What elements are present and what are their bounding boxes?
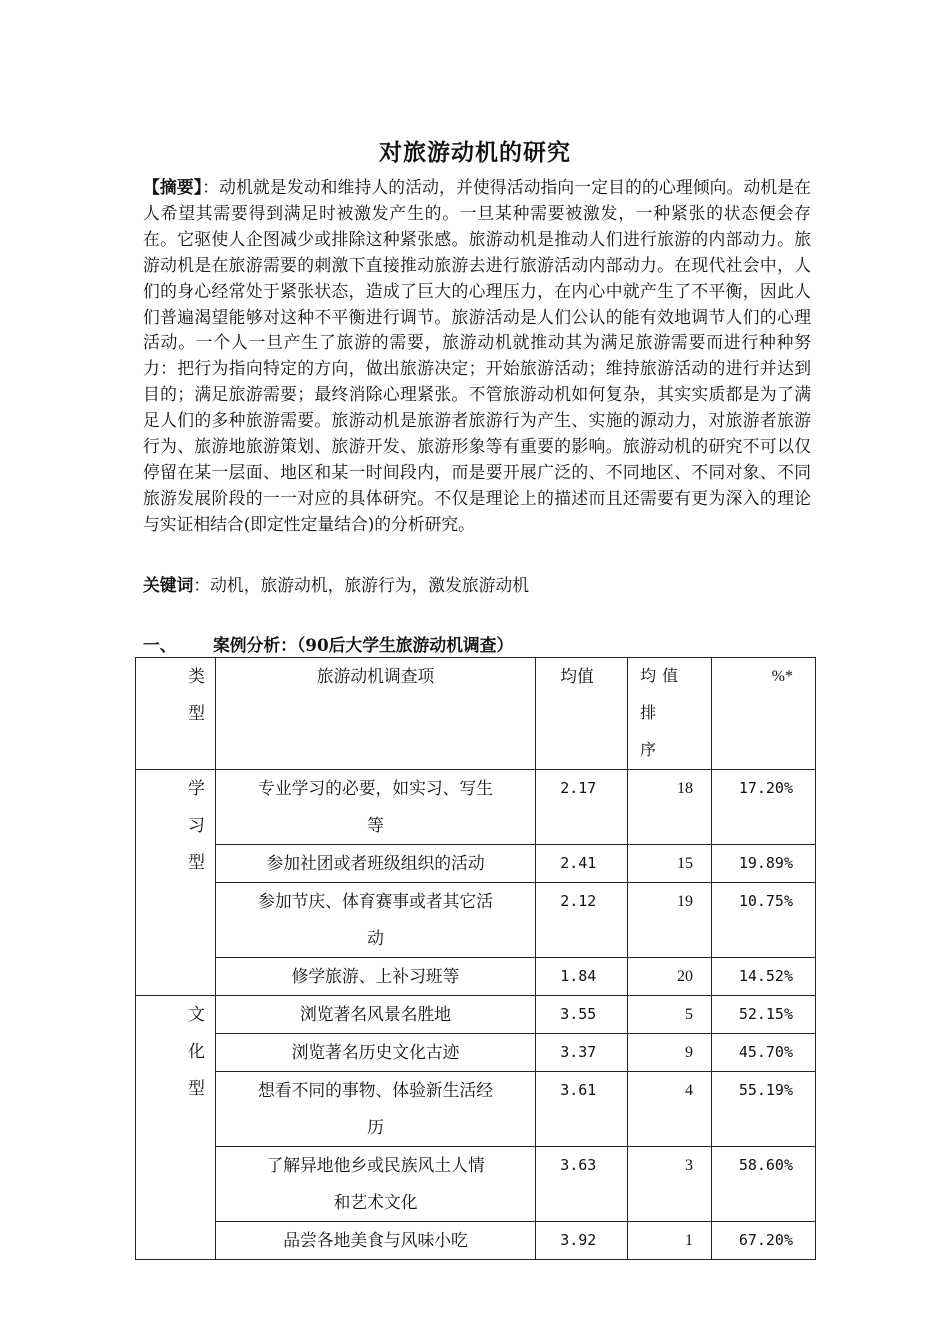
section-heading xyxy=(143,632,513,656)
pct-cell: 58.60% xyxy=(712,1147,816,1222)
header-rank xyxy=(628,658,712,770)
rank-cell: 18 xyxy=(628,770,712,845)
header-item: 旅游动机调查项 xyxy=(215,658,535,770)
header-rank-line: 均值排 xyxy=(640,668,685,722)
item-line: 修学旅游、上补习班等 xyxy=(291,966,460,986)
pct-cell: 45.70% xyxy=(712,1034,816,1072)
item-line: 参加节庆、体育赛事或者其它活 xyxy=(258,891,493,911)
rank-cell: 3 xyxy=(628,1147,712,1222)
rank-cell: 5 xyxy=(628,996,712,1034)
table-row xyxy=(136,996,816,1034)
keywords-text: ：动机，旅游动机，旅游行为，激发旅游动机 xyxy=(193,575,529,595)
abstract-label: 【摘要】 xyxy=(143,177,203,197)
pct-cell: 17.20% xyxy=(712,770,816,845)
survey-table xyxy=(135,657,816,1260)
keywords-label: 关键词 xyxy=(143,575,194,595)
mean-cell: 2.41 xyxy=(536,845,628,883)
table-row xyxy=(136,883,816,958)
item-line: 品尝各地美食与风味小吃 xyxy=(283,1230,468,1250)
table-row xyxy=(136,1034,816,1072)
item-cell xyxy=(215,1072,535,1147)
item-cell xyxy=(215,1034,535,1072)
item-cell xyxy=(215,770,535,845)
pct-cell: 52.15% xyxy=(712,996,816,1034)
table-row xyxy=(136,1222,816,1260)
pct-cell: 19.89% xyxy=(712,845,816,883)
item-cell xyxy=(215,1147,535,1222)
header-pct: %* xyxy=(712,658,816,770)
header-rank-line: 序 xyxy=(640,742,663,759)
rank-cell: 4 xyxy=(628,1072,712,1147)
rank-cell: 9 xyxy=(628,1034,712,1072)
mean-cell: 3.37 xyxy=(536,1034,628,1072)
rank-cell: 20 xyxy=(628,958,712,996)
pct-cell: 55.19% xyxy=(712,1072,816,1147)
item-line: 历 xyxy=(367,1117,384,1137)
mean-cell: 3.92 xyxy=(536,1222,628,1260)
item-line: 专业学习的必要，如实习、写生 xyxy=(258,778,493,798)
item-line: 参加社团或者班级组织的活动 xyxy=(266,853,485,873)
header-type xyxy=(136,658,216,770)
type-char: 学 xyxy=(188,778,205,798)
header-type-line: 类 xyxy=(188,666,205,686)
table-row xyxy=(136,845,816,883)
rank-cell: 1 xyxy=(628,1222,712,1260)
abstract-paragraph xyxy=(143,175,811,538)
section-title: 案例分析：（90后大学生旅游动机调查） xyxy=(213,635,514,655)
table-header-row xyxy=(136,658,816,770)
item-line: 和艺术文化 xyxy=(333,1192,418,1212)
header-mean: 均值 xyxy=(536,658,628,770)
pct-cell: 10.75% xyxy=(712,883,816,958)
type-char: 型 xyxy=(188,1078,205,1098)
mean-cell: 3.63 xyxy=(536,1147,628,1222)
document-title: 对旅游动机的研究 xyxy=(379,139,571,166)
item-line: 了解异地他乡或民族风土人情 xyxy=(266,1155,485,1175)
item-line: 浏览著名历史文化古迹 xyxy=(291,1042,460,1062)
mean-cell: 3.55 xyxy=(536,996,628,1034)
item-line: 动 xyxy=(367,928,384,948)
mean-cell: 3.61 xyxy=(536,1072,628,1147)
table-row xyxy=(136,1072,816,1147)
section-number: 一、 xyxy=(143,635,177,655)
item-cell xyxy=(215,1222,535,1260)
type-cell xyxy=(136,770,216,996)
item-cell xyxy=(215,883,535,958)
type-char: 化 xyxy=(188,1041,205,1061)
mean-cell: 2.17 xyxy=(536,770,628,845)
item-cell xyxy=(215,845,535,883)
item-line: 浏览著名风景名胜地 xyxy=(300,1004,452,1024)
type-char: 型 xyxy=(188,852,205,872)
item-line: 想看不同的事物、体验新生活经 xyxy=(258,1080,493,1100)
type-char: 文 xyxy=(188,1004,205,1024)
type-char: 习 xyxy=(188,815,205,835)
pct-cell: 14.52% xyxy=(712,958,816,996)
rank-cell: 15 xyxy=(628,845,712,883)
table-row xyxy=(136,958,816,996)
mean-cell: 1.84 xyxy=(536,958,628,996)
type-cell xyxy=(136,996,216,1260)
header-type-line: 型 xyxy=(188,703,205,723)
table-row xyxy=(136,770,816,845)
mean-cell: 2.12 xyxy=(536,883,628,958)
item-cell xyxy=(215,996,535,1034)
table-row xyxy=(136,1147,816,1222)
pct-cell: 67.20% xyxy=(712,1222,816,1260)
item-cell xyxy=(215,958,535,996)
item-line: 等 xyxy=(367,815,384,835)
rank-cell: 19 xyxy=(628,883,712,958)
abstract-text: ：动机就是发动和维持人的活动，并使得活动指向一定目的的心理倾向。动机是在人希望其需要得到满足时被激发产生的。一旦某种需要被激发，一种紧张的状态便会存在。它驱使人企图减少或排除这种紧张感。旅游动机是推动人们进行旅游的内部动力。旅游动机是在旅游需要的刺激下直接推动旅游去进行旅游活动内部动力。在现代社会中，人们的身心经常处于紧张状态，造成了巨大的心理压力，在内心中就产生了不平衡，因此人们普遍渴望能够对这种不平衡进行调节。旅游活动是人们公认的能有效地调节人们的心理活动。一个人一旦产生了旅游的需要，旅游动机就推动其为满足旅游需要而进行种种努力：把行为指向特定的方向，做出旅游决定；开始旅游活动；维持旅游活动的进行并达到目的；满足旅游需要；最终消除心理紧张。不管旅游动机如何复杂，其实实质都是为了满足人们的多种旅游需要。旅游动机是旅游者旅游行为产生、实施的源动力，对旅游者旅游行为、旅游地旅游策划、旅游开发、旅游形象等有重要的影响。旅游动机的研究不可以仅停留在某一层面、地区和某一时间段内，而是要开展广泛的、不同地区、不同对象、不同旅游发展阶段的一一对应的具体研究。不仅是理论上的描述而且还需要有更为深入的理论与实证相结合(即定性定量结合)的分析研究。 xyxy=(143,177,811,534)
keywords-line xyxy=(143,572,529,596)
